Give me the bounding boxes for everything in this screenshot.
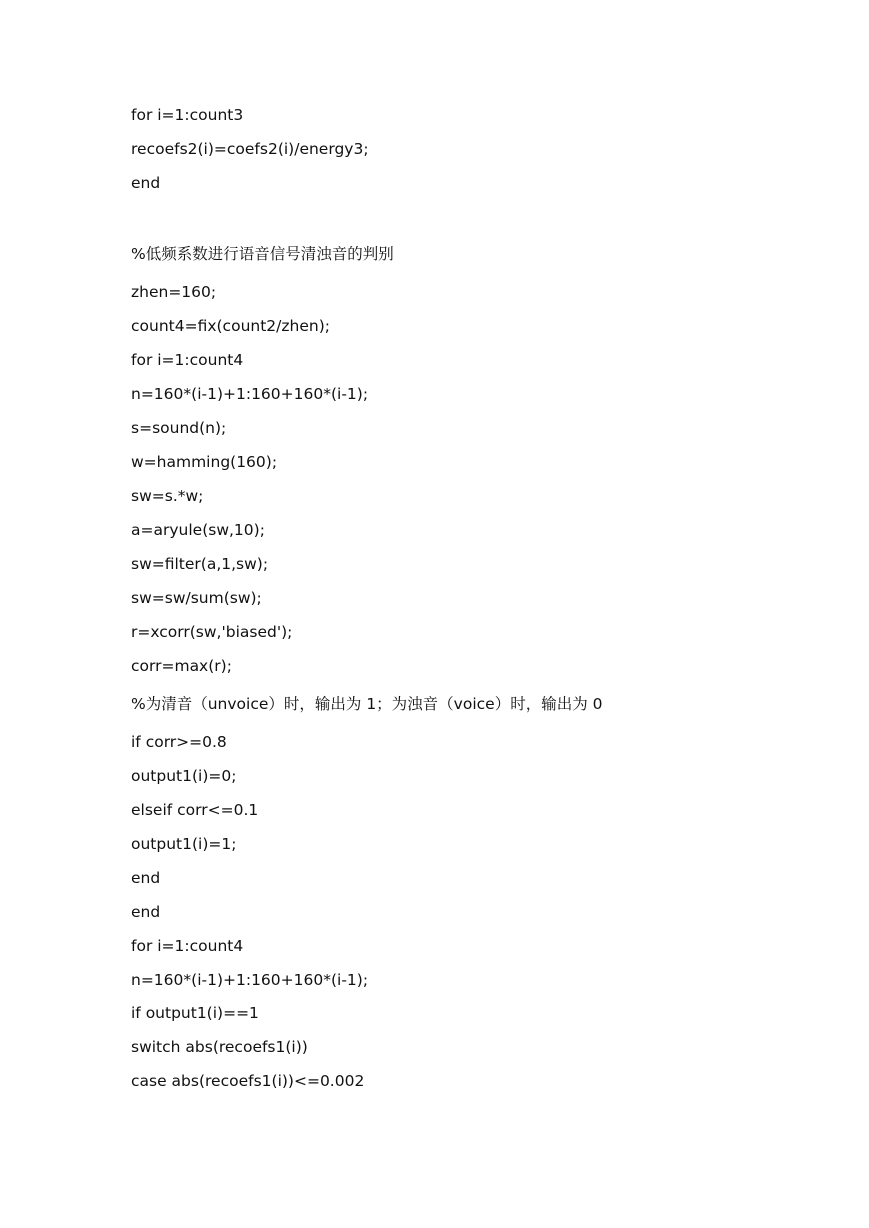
- code-line: switch abs(recoefs1(i)): [131, 1038, 308, 1056]
- code-line: output1(i)=1;: [131, 835, 237, 853]
- code-line: corr=max(r);: [131, 657, 232, 675]
- code-line: end: [131, 869, 161, 887]
- comment-line: %低频系数进行语音信号清浊音的判别: [131, 245, 394, 263]
- code-line: end: [131, 174, 161, 192]
- code-line: output1(i)=0;: [131, 767, 237, 785]
- code-line: sw=filter(a,1,sw);: [131, 555, 269, 573]
- code-line: recoefs2(i)=coefs2(i)/energy3;: [131, 140, 369, 158]
- code-line: for i=1:count4: [131, 351, 244, 369]
- code-line: zhen=160;: [131, 283, 217, 301]
- code-line: a=aryule(sw,10);: [131, 521, 265, 539]
- comment-line: %为清音（unvoice）时，输出为 1；为浊音（voice）时，输出为 0: [131, 695, 603, 713]
- code-line: s=sound(n);: [131, 419, 227, 437]
- code-line: r=xcorr(sw,'biased');: [131, 623, 293, 641]
- code-line: if output1(i)==1: [131, 1004, 259, 1022]
- code-line: elseif corr<=0.1: [131, 801, 259, 819]
- code-line: sw=s.*w;: [131, 487, 204, 505]
- code-line: n=160*(i-1)+1:160+160*(i-1);: [131, 385, 369, 403]
- code-line: if corr>=0.8: [131, 733, 227, 751]
- code-line: end: [131, 903, 161, 921]
- code-line: case abs(recoefs1(i))<=0.002: [131, 1072, 365, 1090]
- code-line: n=160*(i-1)+1:160+160*(i-1);: [131, 971, 369, 989]
- code-line: sw=sw/sum(sw);: [131, 589, 262, 607]
- code-line: for i=1:count4: [131, 937, 244, 955]
- code-line: for i=1:count3: [131, 106, 244, 124]
- code-line: w=hamming(160);: [131, 453, 278, 471]
- code-line: count4=fix(count2/zhen);: [131, 317, 330, 335]
